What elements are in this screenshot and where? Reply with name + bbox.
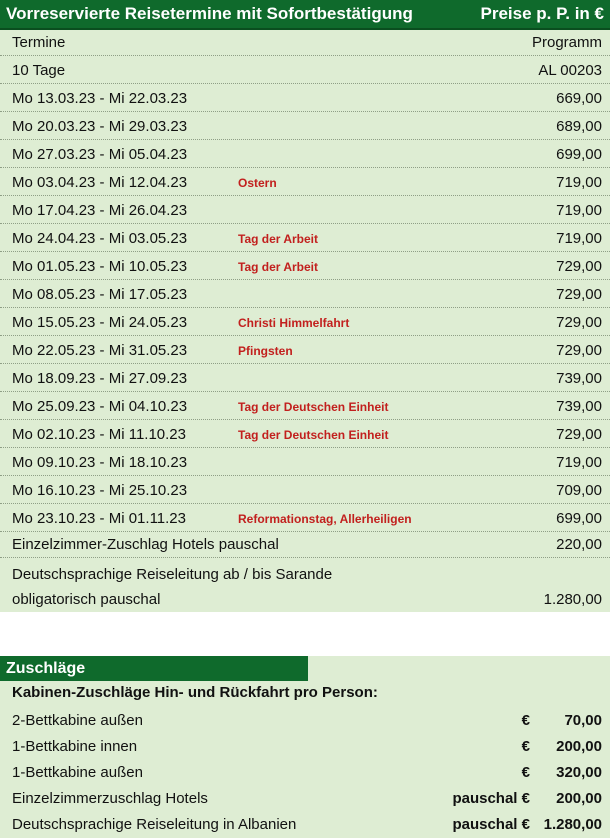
date-row bbox=[0, 280, 610, 308]
price: 719,00 bbox=[556, 230, 602, 247]
single-room-label: Einzelzimmer-Zuschlag Hotels pauschal bbox=[12, 536, 279, 553]
surcharge-row bbox=[0, 734, 610, 760]
price-table-header bbox=[0, 0, 610, 30]
surcharges-subtitle: Kabinen-Zuschläge Hin- und Rückfahrt pro Person: bbox=[12, 684, 378, 701]
tour-guide-price: 1.280,00 bbox=[543, 591, 602, 608]
date-row bbox=[0, 420, 610, 448]
price: 739,00 bbox=[556, 370, 602, 387]
price: 709,00 bbox=[556, 482, 602, 499]
column-header-programm: Programm bbox=[531, 34, 602, 51]
surcharge-label: 1-Bettkabine außen bbox=[12, 764, 143, 781]
date-range: Mo 09.10.23 - Mi 18.10.23 bbox=[12, 454, 188, 471]
surcharge-label: 2-Bettkabine außen bbox=[12, 712, 143, 729]
date-range: Mo 25.09.23 - Mi 04.10.23 bbox=[12, 398, 188, 415]
holiday-note: Ostern bbox=[238, 176, 277, 190]
duration-label: 10 Tage bbox=[12, 62, 66, 79]
price: 729,00 bbox=[556, 258, 602, 275]
surcharge-value: 200,00 bbox=[556, 738, 602, 755]
tour-guide-row bbox=[0, 558, 610, 612]
date-row bbox=[0, 196, 610, 224]
surcharge-row bbox=[0, 708, 610, 734]
date-row bbox=[0, 364, 610, 392]
price: 729,00 bbox=[556, 314, 602, 331]
date-row bbox=[0, 84, 610, 112]
date-row bbox=[0, 168, 610, 196]
holiday-note: Christi Himmelfahrt bbox=[238, 316, 350, 330]
surcharge-label: Deutschsprachige Reiseleitung in Albanien bbox=[12, 816, 297, 833]
date-row bbox=[0, 392, 610, 420]
surcharge-unit: pauschal € bbox=[452, 790, 530, 807]
holiday-note: Tag der Deutschen Einheit bbox=[238, 400, 389, 414]
price: 719,00 bbox=[556, 454, 602, 471]
date-row bbox=[0, 140, 610, 168]
surcharge-row bbox=[0, 812, 610, 838]
date-range: Mo 16.10.23 - Mi 25.10.23 bbox=[12, 482, 188, 499]
price: 719,00 bbox=[556, 202, 602, 219]
holiday-note: Tag der Arbeit bbox=[238, 232, 319, 246]
date-row bbox=[0, 336, 610, 364]
price: 739,00 bbox=[556, 398, 602, 415]
date-range: Mo 24.04.23 - Mi 03.05.23 bbox=[12, 230, 188, 247]
date-range: Mo 13.03.23 - Mi 22.03.23 bbox=[12, 90, 188, 107]
date-row bbox=[0, 504, 610, 532]
surcharge-value: 200,00 bbox=[556, 790, 602, 807]
date-range: Mo 01.05.23 - Mi 10.05.23 bbox=[12, 258, 188, 275]
surcharge-value: 320,00 bbox=[556, 764, 602, 781]
surcharge-value: 70,00 bbox=[564, 712, 602, 729]
surcharge-unit: € bbox=[521, 738, 530, 755]
price: 689,00 bbox=[556, 118, 602, 135]
column-header-row bbox=[0, 28, 610, 56]
price: 729,00 bbox=[556, 426, 602, 443]
column-header-termine: Termine bbox=[12, 34, 66, 51]
single-room-price: 220,00 bbox=[556, 536, 602, 553]
date-range: Mo 18.09.23 - Mi 27.09.23 bbox=[12, 370, 188, 387]
date-range: Mo 17.04.23 - Mi 26.04.23 bbox=[12, 202, 188, 219]
price: 719,00 bbox=[556, 174, 602, 191]
holiday-note: Reformationstag, Allerheiligen bbox=[238, 512, 412, 526]
surcharge-row bbox=[0, 786, 610, 812]
duration-row bbox=[0, 56, 610, 84]
date-row bbox=[0, 308, 610, 336]
date-row bbox=[0, 224, 610, 252]
date-range: Mo 23.10.23 - Mi 01.11.23 bbox=[12, 510, 186, 527]
date-row bbox=[0, 252, 610, 280]
price: 699,00 bbox=[556, 510, 602, 527]
surcharge-row bbox=[0, 760, 610, 786]
surcharge-label: Einzelzimmerzuschlag Hotels bbox=[12, 790, 208, 807]
date-row bbox=[0, 448, 610, 476]
date-range: Mo 27.03.23 - Mi 05.04.23 bbox=[12, 146, 188, 163]
surcharge-unit: pauschal € bbox=[452, 816, 530, 833]
date-range: Mo 08.05.23 - Mi 17.05.23 bbox=[12, 286, 188, 303]
date-range: Mo 03.04.23 - Mi 12.04.23 bbox=[12, 174, 188, 191]
surcharges-title: Zuschläge bbox=[6, 660, 86, 677]
surcharges-header bbox=[0, 656, 308, 681]
holiday-note: Pfingsten bbox=[238, 344, 293, 358]
date-range: Mo 22.05.23 - Mi 31.05.23 bbox=[12, 342, 188, 359]
surcharge-unit: € bbox=[521, 712, 530, 729]
tour-guide-label-line2: obligatorisch pauschal bbox=[12, 591, 161, 608]
price: 699,00 bbox=[556, 146, 602, 163]
surcharge-unit: € bbox=[521, 764, 530, 781]
price-table-title: Vorreservierte Reisetermine mit Sofortbestätigung bbox=[6, 4, 413, 23]
surcharge-value: 1.280,00 bbox=[543, 816, 602, 833]
surcharge-label: 1-Bettkabine innen bbox=[12, 738, 138, 755]
date-row bbox=[0, 112, 610, 140]
price: 729,00 bbox=[556, 286, 602, 303]
surcharges-section bbox=[0, 656, 610, 838]
date-range: Mo 20.03.23 - Mi 29.03.23 bbox=[12, 118, 188, 135]
price: 669,00 bbox=[556, 90, 602, 107]
date-range: Mo 02.10.23 - Mi 11.10.23 bbox=[12, 426, 186, 443]
holiday-note: Tag der Arbeit bbox=[238, 260, 319, 274]
program-code: AL 00203 bbox=[538, 62, 602, 79]
tour-guide-label-line1: Deutschsprachige Reiseleitung ab / bis Sarande bbox=[12, 566, 333, 583]
price: 729,00 bbox=[556, 342, 602, 359]
date-range: Mo 15.05.23 - Mi 24.05.23 bbox=[12, 314, 188, 331]
single-room-row bbox=[0, 530, 610, 558]
date-row bbox=[0, 476, 610, 504]
price-table-currency-note: Preise p. P. in € bbox=[480, 4, 604, 23]
holiday-note: Tag der Deutschen Einheit bbox=[238, 428, 389, 442]
